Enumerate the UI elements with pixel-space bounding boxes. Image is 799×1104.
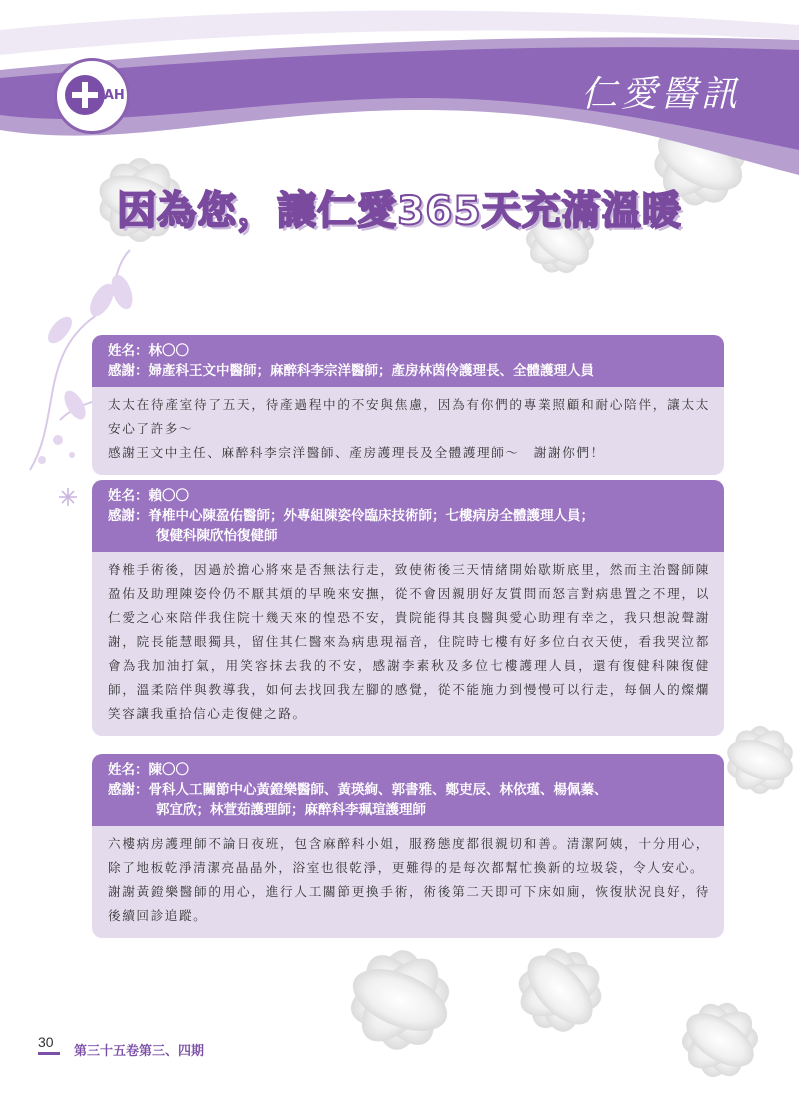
patient-name: 陳〇〇 — [148, 762, 189, 778]
testimonial-card-2 — [92, 480, 724, 736]
name-label: 姓名： — [108, 343, 149, 359]
thanks-label: 感謝： — [108, 508, 149, 524]
thanks-line: 骨科人工關節中心黃鐙樂醫師、黃瑛絢、郭書雅、鄭吏辰、林依瑾、楊佩蓁、 — [148, 782, 608, 798]
paragraph: 太太在待產室待了五天，待產過程中的不安與焦慮，因為有你們的專業照顧和耐心陪伴，讓太太安心了許多～ — [108, 397, 710, 436]
card-body — [92, 826, 724, 938]
testimonial-card-1 — [92, 335, 724, 475]
hospital-logo — [54, 58, 130, 134]
card-header — [92, 335, 724, 387]
card-body — [92, 387, 724, 475]
patient-name: 林〇〇 — [148, 343, 189, 359]
name-label: 姓名： — [108, 488, 149, 504]
thanks-line: 婦產科王文中醫師；麻醉科李宗洋醫師；產房林茵伶護理長、全體護理人員 — [148, 363, 594, 379]
card-header — [92, 754, 724, 826]
thanks-line: 脊椎中心陳盈佑醫師；外專組陳姿伶臨床技術師；七樓病房全體護理人員； — [148, 508, 594, 524]
name-label: 姓名： — [108, 762, 149, 778]
thanks-label: 感謝： — [108, 363, 149, 379]
paragraph: 六樓病房護理師不論日夜班，包含麻醉科小姐，服務態度都很親切和善。清潔阿姨，十分用心，除了地板乾淨清潔亮晶晶外，浴室也很乾淨，更難得的是每次都幫忙換新的垃圾袋，令人安心。 — [108, 836, 710, 875]
page-title: 因為您，讓仁愛365天充滿溫暖 — [117, 189, 682, 234]
issue-label: 第三十五卷第三、四期 — [74, 1044, 205, 1059]
card-body — [92, 552, 724, 736]
card-header — [92, 480, 724, 552]
thanks-line: 郭宜欣；林萱茹護理師；麻醉科李珮瑄護理師 — [156, 802, 426, 818]
paragraph: 謝謝黃鐙樂醫師的用心，進行人工關節更換手術，術後第二天即可下床如廁，恢復狀況良好，待後續回診追蹤。 — [108, 884, 710, 923]
thanks-label: 感謝： — [108, 782, 149, 798]
thanks-line: 復健科陳欣怡復健師 — [156, 528, 278, 544]
testimonial-card-3 — [92, 754, 724, 938]
page-number-underline — [38, 1052, 60, 1055]
paragraph: 脊椎手術後，因過於擔心將來是否無法行走，致使術後三天情緒開始歇斯底里，然而主治醫師陳盈佑及助理陳姿伶仍不厭其煩的早晚來安撫，從不會因親朋好友質問而怒言對病患置之不理，以仁愛之心來陪伴我住院十幾天來的惶恐不安，貴院能得其良醫與愛心助理有幸之，我只想說聲謝謝，院長能慧眼獨具，留住其仁醫來為病患現福音，住院時七樓有好多位白衣天使，看我哭泣都會為我加油打氣，用笑容抹去我的不安，感謝李素秋及多位七樓護理人員，還有復健科陳復健師，溫柔陪伴與教導我，如何去找回我左腳的感覺，從不能施力到慢慢可以行走，每個人的燦爛笑容讓我重拾信心走復健之路。 — [108, 562, 710, 721]
page-number: 30 — [38, 1034, 54, 1050]
paragraph: 感謝王文中主任、麻醉科李宗洋醫師、產房護理長及全體護理師～ 謝謝你們！ — [108, 445, 605, 460]
publication-brand: 仁愛醫訊 — [580, 74, 741, 115]
patient-name: 賴〇〇 — [148, 488, 189, 504]
logo-text: JAH — [99, 88, 125, 103]
